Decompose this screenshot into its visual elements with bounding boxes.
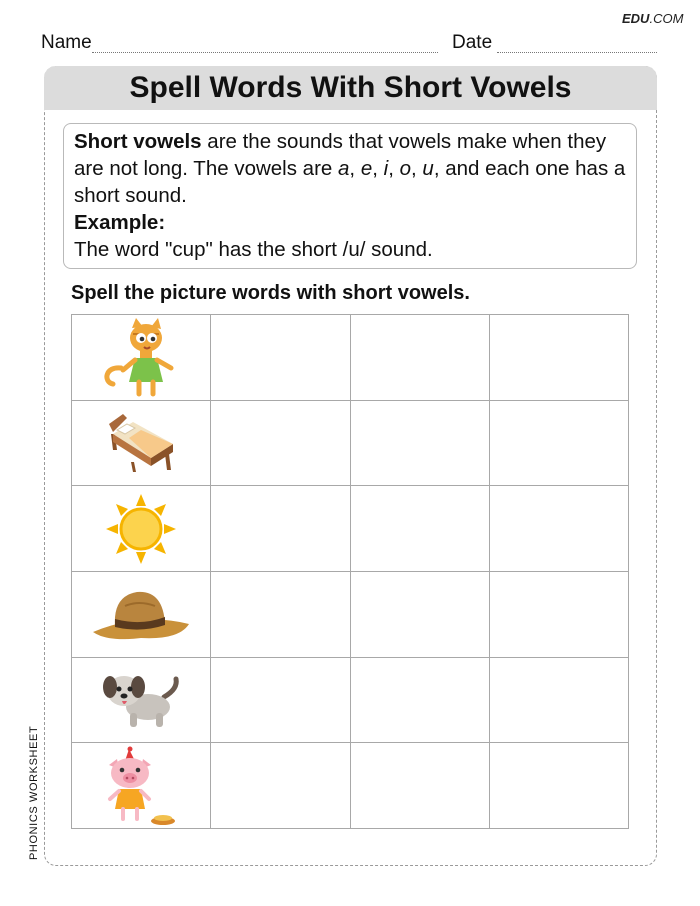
bed-icon — [103, 410, 179, 476]
answer-cell[interactable] — [211, 658, 350, 744]
page-title: Spell Words With Short Vowels — [129, 71, 572, 104]
picture-cell — [72, 486, 211, 572]
answer-cell[interactable] — [490, 401, 629, 487]
hat-icon — [91, 586, 191, 642]
example-heading: Example: — [74, 211, 166, 234]
picture-cell — [72, 401, 211, 487]
answer-cell[interactable] — [351, 315, 490, 401]
example-text: The word "cup" has the short /u/ sound. — [74, 238, 433, 261]
info-box — [63, 123, 637, 269]
picture-cell — [72, 743, 211, 829]
name-line[interactable] — [92, 52, 438, 53]
pig-icon — [105, 745, 177, 827]
answer-cell[interactable] — [211, 315, 350, 401]
picture-cell — [72, 315, 211, 401]
answer-cell[interactable] — [490, 572, 629, 658]
title-bar — [44, 66, 657, 110]
answer-cell[interactable] — [211, 572, 350, 658]
cat-icon — [99, 316, 183, 398]
answer-cell[interactable] — [490, 658, 629, 744]
date-label: Date — [452, 32, 493, 53]
definition: Short vowels are the sounds that vowels make when they are not long. The vowels are a, e, i, o, u, and each one has a short sound. — [74, 130, 626, 207]
answer-cell[interactable] — [351, 486, 490, 572]
answer-grid — [71, 314, 629, 829]
side-label: PHONICS WORKSHEET — [28, 725, 40, 860]
answer-cell[interactable] — [351, 401, 490, 487]
answer-cell[interactable] — [351, 572, 490, 658]
answer-cell[interactable] — [211, 743, 350, 829]
name-label: Name — [41, 32, 92, 53]
answer-cell[interactable] — [490, 743, 629, 829]
instruction: Spell the picture words with short vowels. — [71, 282, 470, 304]
answer-cell[interactable] — [490, 486, 629, 572]
answer-cell[interactable] — [351, 658, 490, 744]
brand-logo: EDU.COM — [622, 11, 684, 26]
picture-cell — [72, 572, 211, 658]
answer-cell[interactable] — [211, 401, 350, 487]
dog-icon — [100, 671, 182, 729]
picture-cell — [72, 658, 211, 744]
date-line[interactable] — [497, 52, 657, 53]
term: Short vowels — [74, 130, 202, 153]
answer-cell[interactable] — [490, 315, 629, 401]
sun-icon — [104, 492, 178, 566]
answer-cell[interactable] — [351, 743, 490, 829]
answer-cell[interactable] — [211, 486, 350, 572]
